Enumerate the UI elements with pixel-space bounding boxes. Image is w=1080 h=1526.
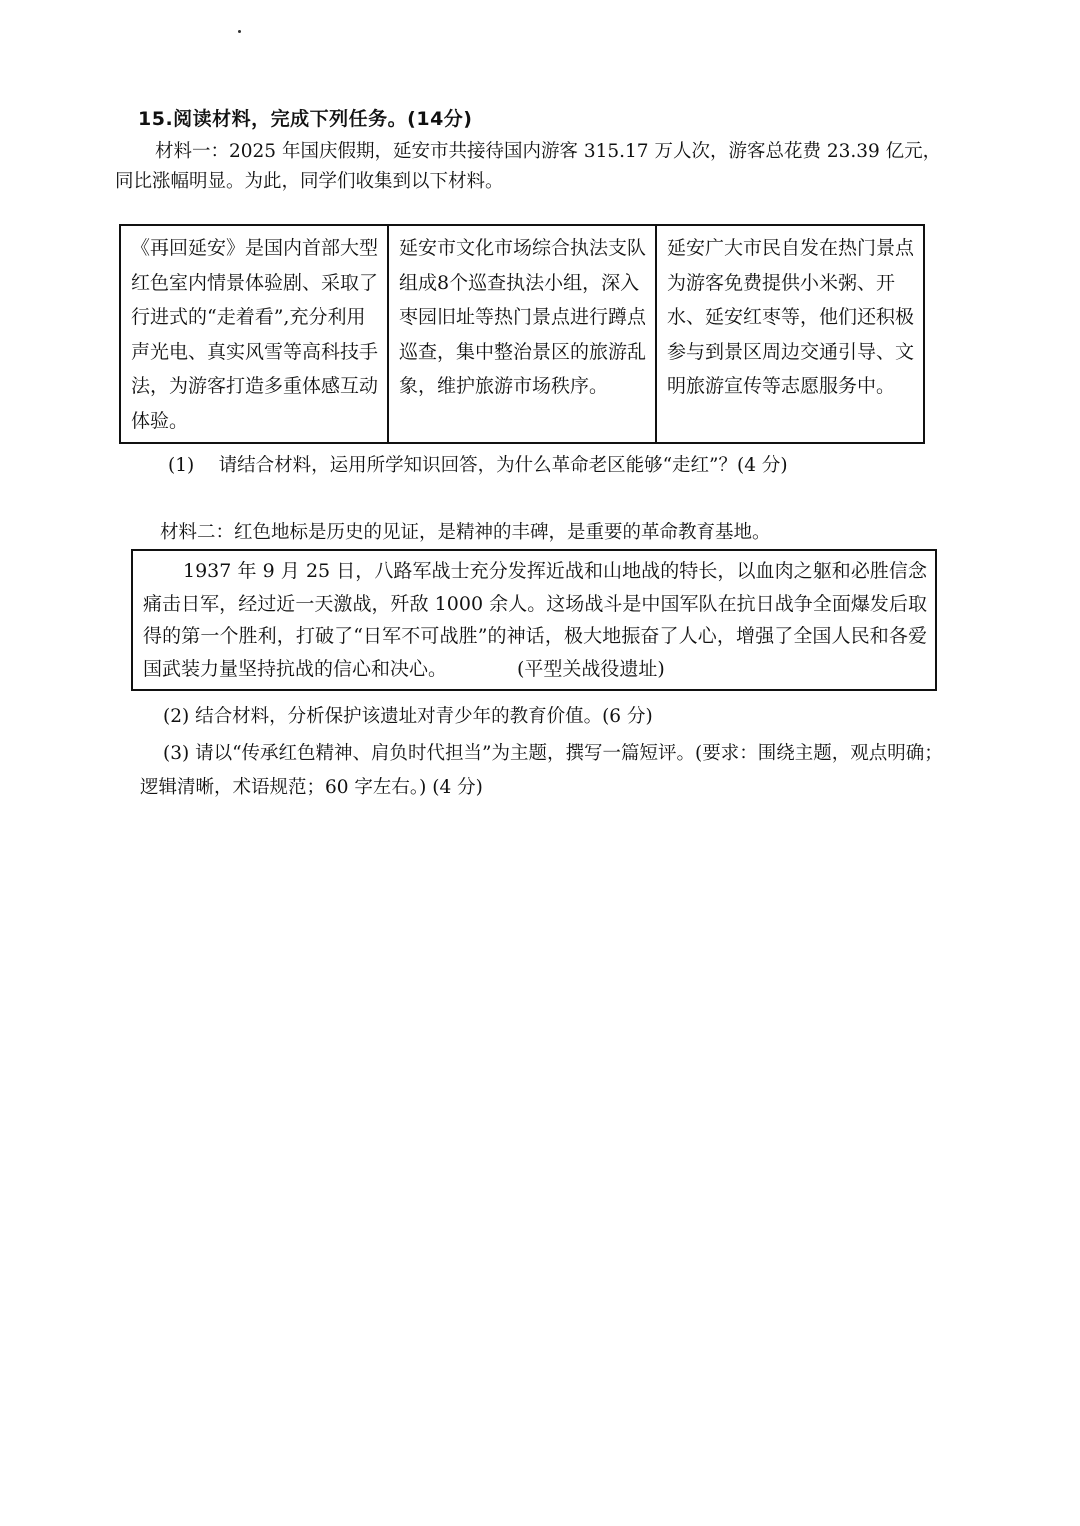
question-title: 15.阅读材料，完成下列任务。(14分) — [138, 108, 473, 130]
material1-text: 材料一：2025 年国庆假期，延安市共接待国内游客 315.17 万人次，游客总花费 23.39 亿元，同比涨幅明显。为此，同学们收集到以下材料。 — [115, 141, 942, 192]
material2-box — [131, 549, 937, 691]
material2-source: (平型关战役遗址) — [517, 657, 665, 680]
material1-table-row — [120, 225, 924, 443]
question-1: (1) 请结合材料，运用所学知识回答，为什么革命老区能够“走红”？(4 分) — [168, 455, 788, 476]
material2-intro: 材料二：红色地标是历史的见证，是精神的丰碑，是重要的革命教育基地。 — [160, 522, 771, 543]
material2-body: 1937 年 9 月 25 日，八路军战士充分发挥近战和山地战的特长，以血肉之躯和必胜信念痛击日军，经过近一天激战，歼敌 1000 余人。这场战斗是中国军队在抗日战争全面爆发后取得的第一个胜利，打破了“日军不可战胜”的神话，极大地振奋了人心，增强了全国人民和各爱国武装力量坚持抗战的信心和决心。 — [143, 560, 927, 680]
material1-table — [119, 224, 925, 444]
material1-cell: 延安市文化市场综合执法支队组成8个巡查执法小组，深入枣园旧址等热门景点进行蹲点巡查，集中整治景区的旅游乱象，维护旅游市场秩序。 — [388, 225, 656, 443]
material1-cell: 延安广大市民自发在热门景点为游客免费提供小米粥、开水、延安红枣等，他们还积极参与到景区周边交通引导、文明旅游宣传等志愿服务中。 — [656, 225, 924, 443]
material2-text — [143, 555, 927, 685]
question-3: (3) 请以“传承红色精神、肩负时代担当”为主题，撰写一篇短评。(要求：围绕主题，观点明确；逻辑清晰，术语规范；60 字左右。) (4 分) — [140, 743, 943, 798]
scan-speck — [238, 30, 241, 33]
question-2: (2) 结合材料，分析保护该遗址对青少年的教育价值。(6 分) — [163, 706, 653, 727]
material1-cell: 《再回延安》是国内首部大型红色室内情景体验剧、采取了行进式的“走着看”,充分利用声光电、真实风雪等高科技手法，为游客打造多重体感互动体验。 — [120, 225, 388, 443]
